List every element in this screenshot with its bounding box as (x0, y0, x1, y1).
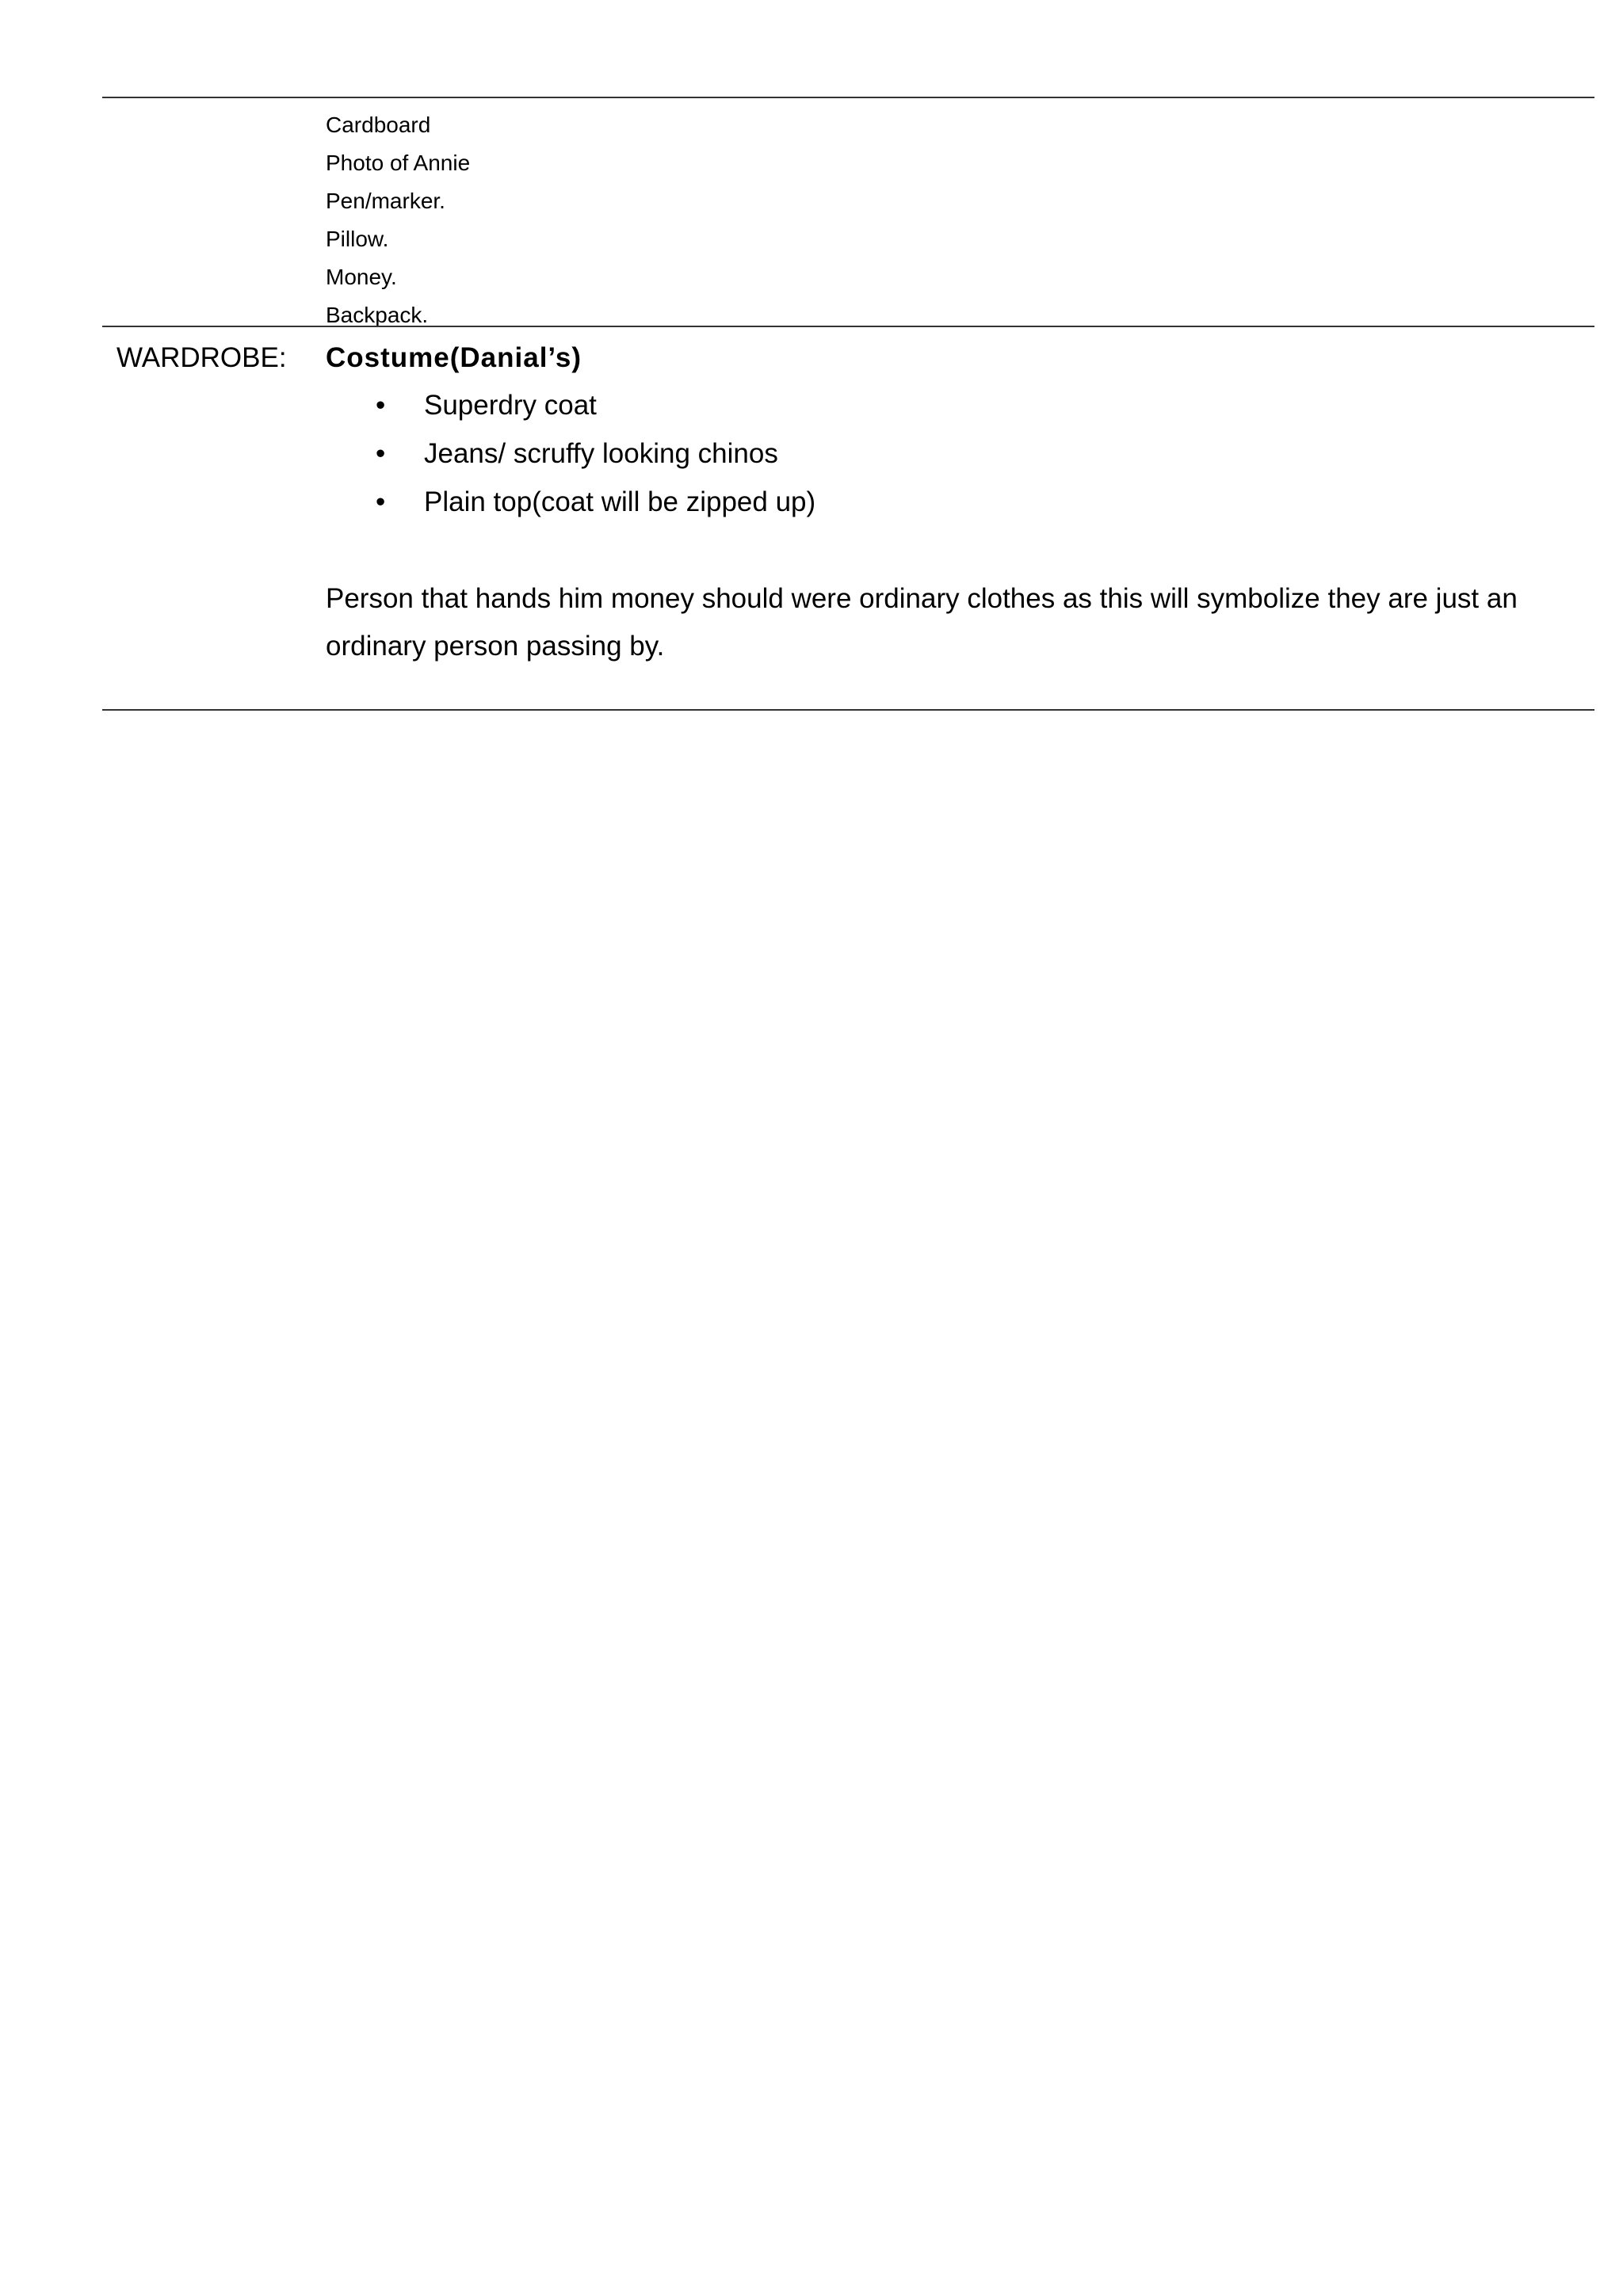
costume-heading: Costume(Danial’s) (326, 342, 582, 373)
list-item: Money. (326, 265, 397, 289)
wardrobe-label: WARDROBE: (116, 342, 287, 373)
bottom-divider (102, 709, 1594, 711)
list-item: Photo of Annie (326, 151, 471, 175)
list-item: Pillow. (326, 227, 389, 251)
props-list (326, 106, 470, 334)
bullet-icon: • (376, 486, 386, 517)
bullet-icon: • (376, 390, 386, 421)
bullet-icon: • (376, 438, 386, 469)
wardrobe-note: Person that hands him money should were ordinary clothes as this will symbolize they are just an ordinary person passing by. (326, 583, 1518, 662)
costume-item-label: Superdry coat (424, 390, 597, 421)
list-item: Backpack. (326, 303, 429, 327)
list-item: Pen/marker. (326, 189, 445, 213)
list-item: Cardboard (326, 113, 431, 137)
section-divider (102, 326, 1594, 327)
costume-item-label: Plain top(coat will be zipped up) (424, 486, 816, 517)
top-divider (102, 97, 1594, 98)
costume-item-label: Jeans/ scruffy looking chinos (424, 438, 778, 469)
